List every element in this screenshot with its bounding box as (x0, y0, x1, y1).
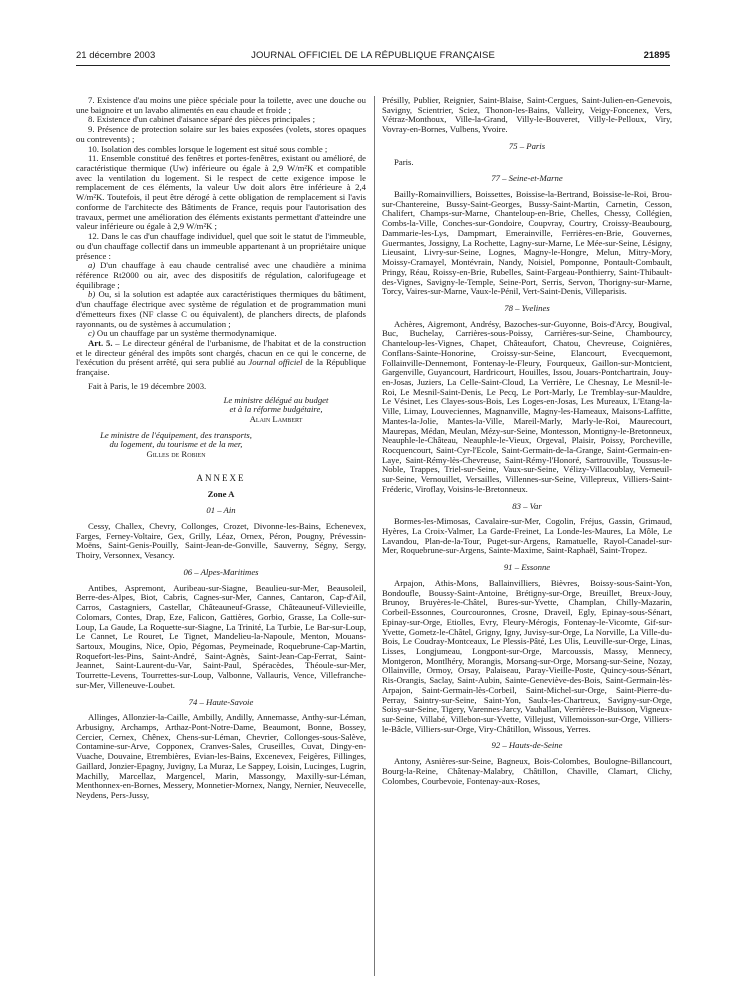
annexe-title: ANNEXE (196, 472, 246, 483)
sub-a-text: D'un chauffage à eau chaude centralisé avec une chaudière a minima référence Rt2000 ou air, avec des dispositifs de régulation, calorifugeage et équilibrage ; (76, 260, 366, 290)
header-rule (76, 65, 670, 66)
item-12: 12. Dans le cas d'un chauffage individuel, quel que soit le statut de l'immeuble, ou d'un chauffage collectif dans un immeuble appartenant à un propriétaire unique présence : (76, 231, 366, 261)
dept-78-communes: Achères, Aigremont, Andrésy, Bazoches-sur-Guyonne, Bois-d'Arcy, Bougival, Buc, Buchelay, Carrières-sous-Poissy, Carrières-sur-Seine, Chambourcy, Chanteloup-les-Vignes, Chapet, Châteaufort, Chatou, Chevreuse, Coignières, Conflans-Sainte-Honorine, Croissy-sur-Seine, Elancourt, Evecquemont, Follainville-Dennemont, Fontenay-le-Fleury, Fourqueux, Gaillon-sur-Montcient, Gargenville, Guyancourt, Hardricourt, Houilles, Issou, Jouars-Pontchartrain, Jouy-en-Josas, Juziers, La Celle-Saint-Cloud, La Verrière, Le Chesnay, Le Mesnil-le-Roi, Le Mesnil-Saint-Denis, Le Pecq, Le Port-Marly, Le Tremblay-sur-Mauldre, Le Vésinet, Les Clayes-sous-Bois, Les Loges-en-Josas, Les Mureaux, L'Etang-la-Ville, Limay, Louveciennes, Magnanville, Magny-les-Hameaux, Maisons-Laffitte, Mantes-la-Jolie, Mantes-la-Ville, Mareil-Marly, Marly-le-Roi, Maurecourt, Maurepas, Médan, Meulan, Mézy-sur-Seine, Montesson, Montigny-le-Bretonneux, Neauphle-le-Château, Neauphle-le-Vieux, Orgeval, Plaisir, Poissy, Porcheville, Rocquencourt, Saint-Cyr-l'Ecole, Saint-Germain-de-la-Grange, Saint-Germain-en-Laye, Saint-Rémy-lès-Chevreuse, Saint-Rémy-l'Honoré, Sartrouville, Toussus-le-Noble, Trappes, Triel-sur-Seine, Vaux-sur-Seine, Vélizy-Villacoublay, Verneuil-sur-Seine, Vernouillet, Versailles, Villennes-sur-Seine, Villepreux, Villiers-Saint-Fréderic, Viroflay, Voisins-le-Bretonneux. (382, 318, 672, 494)
item-12-b (76, 290, 366, 329)
signature-budget-name: Alain Lambert (249, 414, 303, 424)
dept-06-communes: Antibes, Aspremont, Auribeau-sur-Siagne, Beaulieu-sur-Mer, Beausoleil, Berre-des-Alpes, Biot, Cabris, Cagnes-sur-Mer, Cannes, Cantaron, Cap-d'Ail, Carros, Castagniers, Castellar, Châteauneuf-Grasse, Châteauneuf-Villevieille, Colomars, Contes, Drap, Eze, Falicon, Gattières, Gorbio, Grasse, La Colle-sur-Loup, La Gaude, La Roquette-sur-Siagne, La Trinité, La Turbie, Le Bar-sur-Loup, Le Cannet, Le Rouret, Le Tignet, Mandelieu-la-Napoule, Menton, Mouans-Sartoux, Mougins, Nice, Opio, Pégomas, Peymeinade, Roquebrune-Cap-Martin, Roquefort-les-Pins, Saint-André, Saint-Agnès, Saint-Jean-Cap-Ferrat, Saint-Jeannet, Saint-Laurent-du-Var, Saint-Paul, Spéracèdes, Théoule-sur-Mer, Tourrette-Levens, Tourrettes-sur-Loup, Valbonne, Vallauris, Vence, Villefranche-sur-Mer, Villeneuve-Loubet. (76, 582, 366, 690)
column-separator (374, 96, 375, 976)
signature-budget-line1: Le ministre délégué au budget (223, 394, 329, 405)
article-5-text-a: – Le directeur général de l'urbanisme, de l'habitat et de la construction et le directeur général des impôts sont chargés, chacun en ce qui le concerne, de l'exécution du présent arrêté, qui sera publié au (76, 337, 366, 368)
item-8: 8. Existence d'un cabinet d'aisance séparé des pièces principales ; (88, 114, 315, 125)
header-title: JOURNAL OFFICIEL DE LA RÉPUBLIQUE FRANÇAISE (251, 50, 495, 61)
signature-equipement-line2: du logement, du tourisme et de la mer, (109, 439, 243, 450)
item-11: 11. Ensemble constitué des fenêtres et portes-fenêtres, existant ou amélioré, de caractéristique thermique (Uw) inférieure ou égale à 2,9 W/m²K et compatible avec la ventilation du logement. Si le respect de cette exigence impose le remplacement de ces éléments, la valeur Uw doit alors être inférieure à 2,4 W/m²K. Toutefois, il peut être dérogé à cette obligation de remplacement si l'avis conforme de l'architecte des Bâtiments de France, requis pour l'autorisation des travaux, permet une amélioration des éléments existants permettant d'atteindre une valeur inférieure ou égale à 2,9 W/m²K ; (76, 153, 366, 232)
sub-c-text: Ou un chauffage par un système thermodynamique. (94, 328, 277, 339)
dept-75-communes: Paris. (394, 156, 414, 167)
dept-91-communes: Arpajon, Athis-Mons, Ballainvilliers, Bièvres, Boissy-sous-Saint-Yon, Bondoufle, Boussy-Saint-Antoine, Brétigny-sur-Orge, Breuillet, Breux-Jouy, Brunoy, Bruyères-le-Châtel, Bures-sur-Yvette, Champlan, Chilly-Mazarin, Corbeil-Essonnes, Courcouronnes, Crosne, Draveil, Egly, Epinay-sous-Sénart, Epinay-sur-Orge, Etiolles, Evry, Fleury-Mérogis, Fontenay-le-Vicomte, Gif-sur-Yvette, Gometz-le-Châtel, Grigny, Igny, Juvisy-sur-Orge, La Norville, La Ville-du-Bois, Le Coudray-Montceaux, Le Plessis-Pâté, Les Ulis, Leuville-sur-Orge, Linas, Lisses, Longjumeau, Longpont-sur-Orge, Marcoussis, Massy, Mennecy, Montgeron, Montlhéry, Morangis, Morsang-sur-Orge, Morsang-sur-Seine, Nozay, Ollainville, Ormoy, Orsay, Palaiseau, Paray-Vieille-Poste, Quincy-sous-Sénart, Ris-Orangis, Saclay, Saint-Aubin, Sainte-Geneviève-des-Bois, Saint-Germain-lès-Arpajon, Saint-Germain-lès-Corbeil, Saint-Michel-sur-Orge, Saint-Pierre-du-Perray, Saintry-sur-Seine, Saint-Yon, Saulx-les-Chartreux, Savigny-sur-Orge, Soisy-sur-Seine, Tigery, Varennes-Jarcy, Vauhallan, Verrières-le-Buisson, Vigneux-sur-Seine, Villabé, Villebon-sur-Yvette, Villejust, Villemoisson-sur-Orge, Villiers-le-Bâcle, Villiers-sur-Orge, Viry-Châtillon, Wissous, Yerres. (382, 577, 672, 734)
dept-77-communes: Bailly-Romainvilliers, Boissettes, Boissise-la-Bertrand, Boissise-le-Roi, Brou-sur-Chantereine, Bussy-Saint-Georges, Bussy-Saint-Martin, Carnetin, Cesson, Chalifert, Champs-sur-Marne, Chanteloup-en-Brie, Chelles, Chessy, Collégien, Combs-la-Ville, Conches-sur-Gondoire, Coupvray, Courtry, Croissy-Beaubourg, Dammarie-les-Lys, Dampmart, Emerainville, Ferrières-en-Brie, Gouvernes, Guermantes, Jossigny, La Rochette, Lagny-sur-Marne, Le Mée-sur-Seine, Lésigny, Lieusaint, Livry-sur-Seine, Lognes, Magny-le-Hongre, Melun, Mitry-Mory, Moissy-Cramayel, Montévrain, Nandy, Noisiel, Pomponne, Pontault-Combault, Pringy, Réau, Roissy-en-Brie, Rubelles, Saint-Fargeau-Ponthierry, Saint-Thibault-des-Vignes, Savigny-le-Temple, Seine-Port, Serris, Servon, Thorigny-sur-Marne, Torcy, Vaires-sur-Marne, Vaux-le-Pénil, Vert-Saint-Denis, Villeparisis. (382, 189, 672, 297)
item-12-a (76, 261, 366, 290)
sub-b-text: Ou, si la solution est adaptée aux caractéristiques thermiques du bâtiment, d'un chauffage électrique avec système de régulation et de programmation muni d'émetteurs fixes (NF classe C ou équivalent), de planchers directs, de plafonds rayonnants, ou de systèmes à accumulation ; (76, 289, 366, 329)
dept-83-communes: Bormes-les-Mimosas, Cavalaire-sur-Mer, Cogolin, Fréjus, Gassin, Grimaud, Hyères, La Croix-Valmer, La Garde-Freinet, La Londe-les-Maures, La Môle, Le Lavandou, Plan-de-la-Tour, Puget-sur-Argens, Ramatuelle, Rayol-Canadel-sur-Mer, Roquebrune-sur-Argens, Sainte-Maxime, Saint-Raphaël, Saint-Tropez. (382, 516, 672, 556)
sub-a-letter: a) (88, 260, 96, 271)
dept-92-communes: Antony, Asnières-sur-Seine, Bagneux, Bois-Colombes, Boulogne-Billancourt, Bourg-la-Reine, Châtenay-Malabry, Châtillon, Chaville, Clamart, Clichy, Colombes, Courbevoie, Fontenay-aux-Roses, (382, 756, 672, 786)
dept-91-heading: 91 – Essonne (503, 562, 551, 573)
header-page-number: 21895 (643, 50, 670, 61)
dept-92-heading: 92 – Hauts-de-Seine (491, 740, 563, 751)
dept-01-heading: 01 – Ain (206, 505, 236, 516)
dept-01-communes: Cessy, Challex, Chevry, Collonges, Crozet, Divonne-les-Bains, Echenevex, Farges, Ferney-Voltaire, Gex, Grilly, Léaz, Ornex, Péron, Pougny, Prévessin-Moëns, Saint-Genis-Pouilly, Saint-Jean-de-Gonville, Sauverny, Ségny, Sergy, Thoiry, Versonnex, Vesancy. (76, 521, 366, 561)
signature-budget (186, 396, 366, 425)
dept-83-heading: 83 – Var (512, 500, 542, 511)
page-header (76, 50, 670, 64)
dept-78-heading: 78 – Yvelines (504, 302, 550, 313)
zone-title: Zone A (207, 488, 235, 499)
dept-75-heading: 75 – Paris (508, 140, 546, 151)
article-5 (76, 339, 366, 378)
signature-budget-line2: et à la réforme budgétaire, (229, 404, 323, 415)
signature-equipement-name: Gilles de Robien (146, 449, 206, 460)
done-at: Fait à Paris, le 19 décembre 2003. (88, 380, 207, 391)
dept-74-communes: Allinges, Allonzier-la-Caille, Ambilly, Andilly, Annemasse, Anthy-sur-Léman, Arbusigny, Archamps, Arthaz-Pont-Notre-Dame, Beaumont, Bonne, Bossey, Cercier, Cernex, Chênex, Chens-sur-Léman, Chevrier, Collonges-sous-Salève, Contamine-sur-Arve, Copponex, Cranves-Sales, Cruseilles, Cuvat, Dingy-en-Vuache, Douvaine, Etrembières, Evian-les-Bains, Excenevex, Feigères, Fillinges, Gaillard, Jonzier-Epagny, Juvigny, La Muraz, Le Sappey, Loisin, Lucinges, Lugrin, Machilly, Marcellaz, Margencel, Marin, Massongy, Maxilly-sur-Léman, Menthonnex-en-Bornes, Messery, Monnetier-Mornex, Nangy, Nernier, Neuvecelle, Neydens, Pers-Jussy, (76, 712, 366, 800)
dept-06-heading: 06 – Alpes-Maritimes (183, 566, 259, 577)
left-column (76, 96, 366, 801)
article-5-text-b: de la République française. (76, 357, 366, 378)
signature-equipement-line1: Le ministre de l'équipement, des transports, (100, 429, 252, 440)
right-column (382, 96, 672, 786)
signature-equipement (76, 431, 276, 460)
sub-c-letter: c) (88, 328, 95, 339)
dept-74-communes-continued: Présilly, Publier, Reignier, Saint-Blaise, Saint-Cergues, Saint-Julien-en-Genevois, Savigny, Scientrier, Sciez, Thonon-les-Bains, Valleiry, Veigy-Foncenex, Vers, Vétraz-Monthoux, Ville-la-Grand, Villy-le-Bouveret, Villy-le-Pelloux, Viry, Vovray-en-Bornes, Vulbens, Yvoire. (382, 95, 672, 135)
dept-74-heading: 74 – Haute-Savoie (188, 696, 254, 707)
item-9: 9. Présence de protection solaire sur les baies exposées (volets, stores opaques ou contrevents) ; (76, 124, 366, 144)
item-10: 10. Isolation des combles lorsque le logement est situé sous comble ; (88, 143, 328, 154)
dept-77-heading: 77 – Seine-et-Marne (491, 173, 563, 184)
article-5-journal: Journal officiel (248, 357, 303, 368)
item-7: 7. Existence d'au moins une pièce spéciale pour la toilette, avec une douche ou une baignoire et un lavabo alimentés en eau chaude et froide ; (76, 95, 366, 115)
header-date: 21 décembre 2003 (76, 50, 156, 61)
article-5-label: Art. 5. (88, 337, 113, 348)
sub-b-letter: b) (88, 289, 96, 300)
